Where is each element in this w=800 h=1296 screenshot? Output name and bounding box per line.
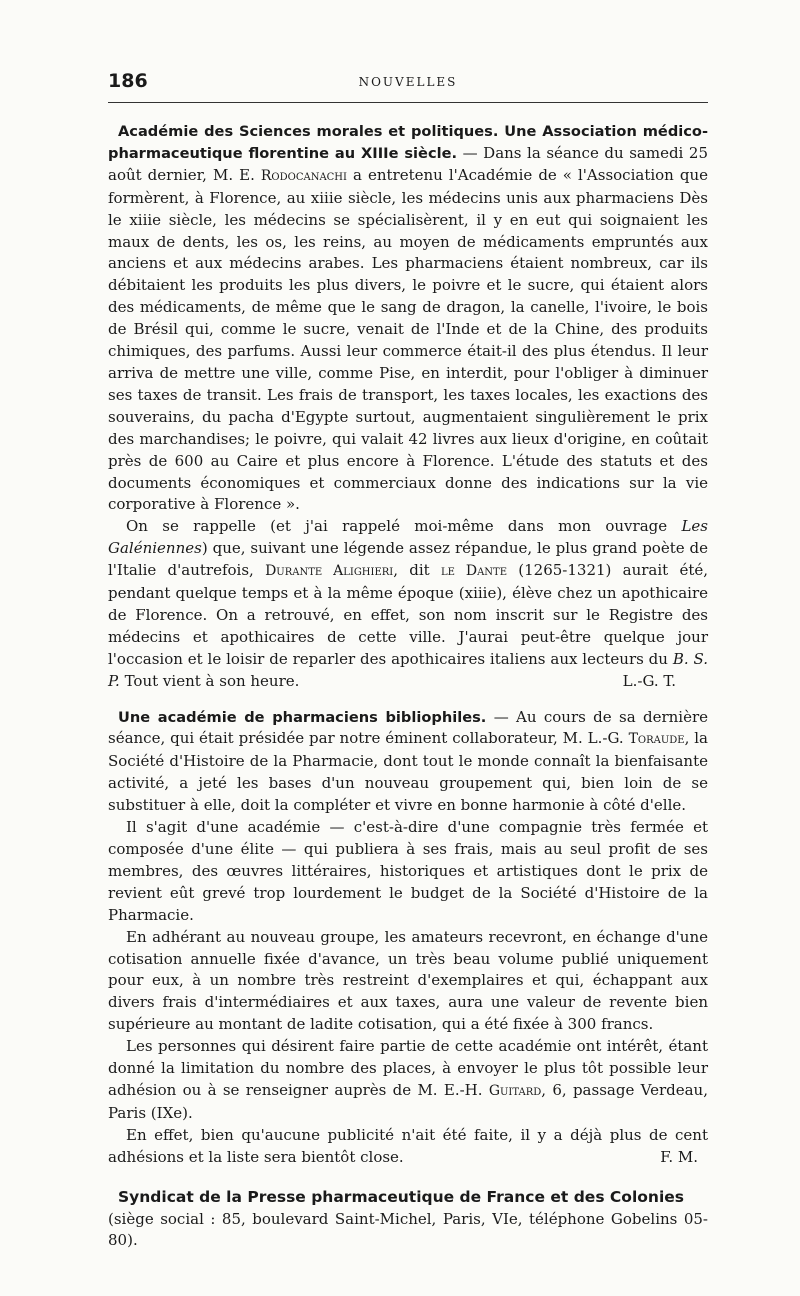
article-signature: F. M. (660, 1147, 698, 1166)
article-paragraph: Une académie de pharmaciens bibliophiles. — Au cours de sa dernière séance, qui était présidée par notre éminent collaborateur, M. L.-G. Toraude, la Société d'Histoire de la Pharmacie, dont tout le monde connaît la bienfaisante activité, a jeté les bases d'un nouveau groupement qui, bien loin de se substituer à elle, doit la compléter et vivre en bonne harmonie à côté d'elle. (108, 707, 709, 815)
book-title: Les Galéniennes (108, 517, 708, 558)
article-paragraph: Académie des Sciences morales et politiques. Une Association médico-pharmaceutique florentine au XIIIe siècle. — Dans la séance du samedi 25 août dernier, M. E. Rodocanachi a entretenu l'Académie de « l'Association que formèrent, à Florence, au xiiie siècle, les médecins unis aux pharmaciens Dès le xiiie siècle, les médecins se spécialisèrent, il y en eut qui soignaient les maux de dents, les os, les reins, au moyen de médicaments empruntés aux anciens et aux médecins arabes. Les pharmaciens étaient nombreux, car ils débitaient les produits les plus divers, le poivre et le sucre, qui étaient alors des médicaments, de même que le sang de dragon, la canelle, l'ivoire, le bois de Brésil qui, comme le sucre, venait de l'Inde et de la Chine, des produits chimiques, des parfums. Aussi leur commerce était-il des plus étendus. Il leur arriva de mettre une ville, comme Pise, en interdit, pour l'obliger à diminuer ses taxes de transit. Les frais de transport, les taxes locales, les exactions des souverains, du pacha d'Egypte surtout, augmentaient singulièrement le prix des marchandises; le poivre, qui valait 42 livres aux lieux d'origine, en coûtait près de 600 au Caire et plus encore à Florence. L'étude des statuts et des documents économiques et commerciaux donne des indications sur la vie corporative à Florence ». (108, 123, 708, 514)
header-rule (108, 102, 708, 103)
running-title: NOUVELLES (358, 75, 458, 89)
page-number: 186 (108, 70, 148, 92)
article-headline: Syndicat de la Presse pharmaceutique de France et des Colonies (118, 1187, 685, 1206)
journal-abbrev: B. S. P. (108, 649, 708, 690)
person-name: Durante Alighieri (265, 563, 394, 580)
running-head (108, 64, 708, 98)
article-academie-bibliophiles (108, 707, 708, 1169)
article-paragraph: En adhérant au nouveau groupe, les amateurs recevront, en échange d'une cotisation annuelle fixée d'avance, un très beau volume publié uniquement pour eux, à un nombre très restreint d'exemplaires et qui, échappant aux divers frais d'intermédiaires et aux taxes, aura une valeur de revente bien supérieure au montant de ladite cotisation, qui a été fixée à 300 francs. (108, 927, 708, 1034)
article-academie-sciences (108, 121, 708, 693)
article-signature: L.-G. T. (622, 671, 676, 690)
article-syndicat-presse (108, 1187, 708, 1253)
syndicat-address: (siège social : 85, boulevard Saint-Michel, Paris, VIe, téléphone Gobelins 05-80). (108, 1209, 708, 1250)
person-name: Rodocanachi (260, 167, 347, 184)
article-paragraph: On se rappelle (et j'ai rappelé moi-même dans mon ouvrage Les Galéniennes) que, suivant une légende assez répandue, le plus grand poète de l'Italie d'autrefois, Durante Alighieri, dit le Dante (1265-1321) aurait été, pendant quelque temps et à la même époque (xiiie), élève chez un apothicaire de Florence. On a retrouvé, en effet, son nom inscrit sur le Registre des médecins et apothicaires de cette ville. J'aurai peut-être quelque jour l'occasion et le loisir de reparler des apothicaires italiens aux lecteurs du B. S. P. Tout vient à son heure. L.-G. T. (108, 516, 708, 692)
article-paragraph: En effet, bien qu'aucune publicité n'ait été faite, il y a déjà plus de cent adhésions et la liste sera bientôt close. F. M. (108, 1125, 708, 1169)
article-headline: Académie des Sciences morales et politiques. Une Association médico-pharmaceutique florentine au XIIIe siècle. (108, 123, 708, 162)
person-name: le Dante (440, 563, 508, 580)
article-paragraph: Il s'agit d'une académie — c'est-à-dire d'une compagnie très fermée et composée d'une élite — qui publiera à ses frais, mais au seul profit de ses membres, des œuvres littéraires, historiques et artistiques dont le prix de revient eût grevé trop lourdement le budget de la Société d'Histoire de la Pharmacie. (108, 818, 708, 924)
person-name: Guitard (488, 1082, 542, 1099)
article-paragraph: Les personnes qui désirent faire partie de cette académie ont intérêt, étant donné la limitation du nombre des places, à envoyer le plus tôt possible leur adhésion ou à se renseigner auprès de M. E.-H. Guitard, 6, passage Verdeau, Paris (IXe). (108, 1037, 708, 1122)
article-headline: Une académie de pharmaciens bibliophiles. (118, 708, 487, 726)
page (108, 64, 708, 1252)
person-name: Toraude (628, 731, 685, 748)
